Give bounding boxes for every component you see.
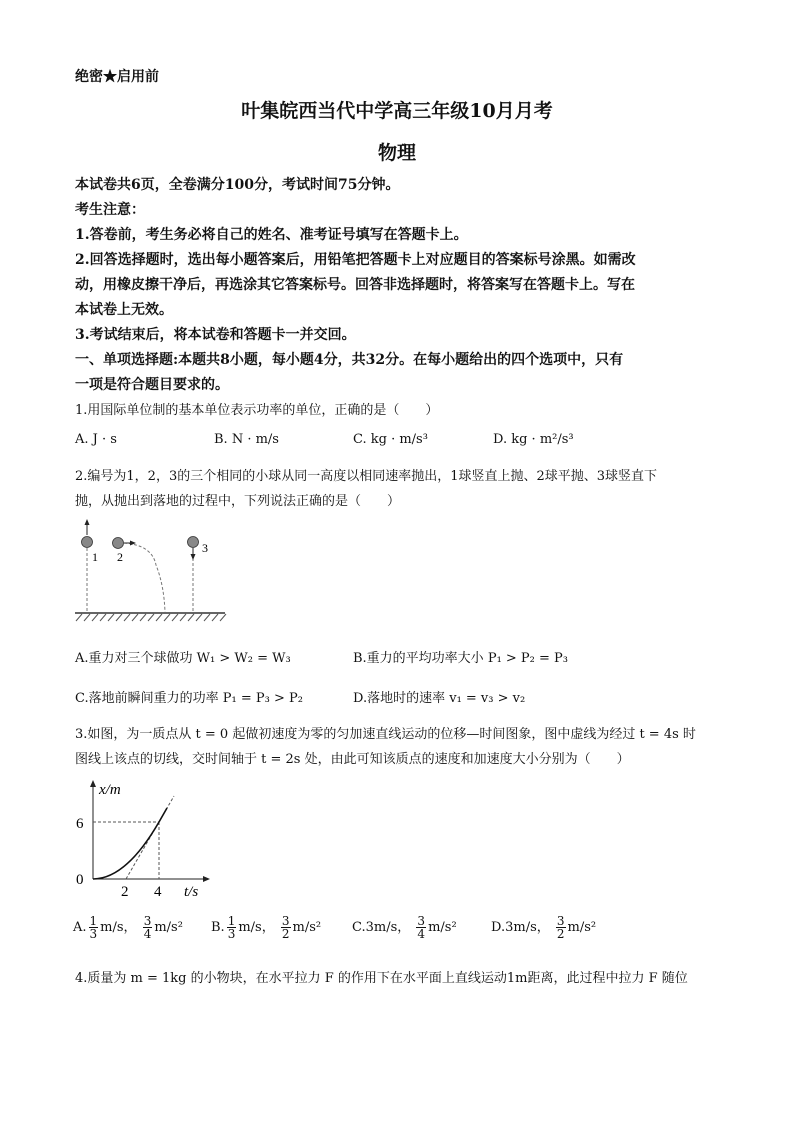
q3-option-d: D.3m/s， $\frac{3}{2}$ m/s² xyxy=(491,914,597,941)
q2-figure-balls xyxy=(70,515,230,625)
q3-option-b: B. $\frac{1}{3}$ m/s， $\frac{3}{2}$ m/s² xyxy=(211,914,322,941)
section1-line2: 一项是符合题目要求的。 xyxy=(75,377,229,393)
notes-line1: 本试卷共6页，全卷满分100分，考试时间75分钟。 xyxy=(75,177,400,193)
notes-line2: 考生注意： xyxy=(75,202,145,218)
q3-stem-line1: 3.如图，为一质点从 t = 0 起做初速度为零的匀加速直线运动的位移—时间图象，图中虚线为经过 t = 4s 时 xyxy=(75,727,696,742)
q3-graph-xtick-4: 4 xyxy=(154,884,162,900)
q2-stem-line2: 抛，从抛出到落地的过程中，下列说法正确的是（ ） xyxy=(75,494,401,509)
note-2b: 动，用橡皮擦干净后，再选涂其它答案标号。回答非选择题时，将答案写在答题卡上。写在 xyxy=(75,277,635,293)
q3-graph-xtick-2: 2 xyxy=(121,884,129,900)
q3-xt-graph xyxy=(72,774,217,902)
subject-title: 物理 xyxy=(377,142,416,164)
q2-figure-label-1: 1 xyxy=(92,550,98,564)
q2-option-c: C.落地前瞬间重力的功率 P₁ = P₃ > P₂ xyxy=(75,691,303,706)
q2-stem-line1: 2.编号为1，2，3的三个相同的小球从同一高度以相同速率抛出，1球竖直上抛、2球平抛、3球竖直下 xyxy=(75,469,658,484)
section1-line1: 一、单项选择题:本题共8小题，每小题4分，共32分。在每小题给出的四个选项中，只有 xyxy=(75,352,624,368)
q1-stem: 1.用国际单位制的基本单位表示功率的单位，正确的是（ ） xyxy=(75,403,439,418)
q3-option-c: C.3m/s， $\frac{3}{4}$ m/s² xyxy=(352,914,457,941)
q2-figure-label-2: 2 xyxy=(117,550,123,564)
q3-graph-ytick-6: 6 xyxy=(76,816,84,832)
q3-graph-xlabel: t/s xyxy=(184,884,199,900)
q3-graph-ylabel: x/m xyxy=(99,782,121,798)
q3-stem-line2: 图线上该点的切线，交时间轴于 t = 2s 处，由此可知该质点的速度和加速度大小分别为（ ） xyxy=(75,752,630,767)
q1-option-d: D. kg · m²/s³ xyxy=(493,432,574,447)
q3-option-a: A. $\frac{1}{3}$ m/s， $\frac{3}{4}$ m/s² xyxy=(73,914,183,941)
q2-option-a: A.重力对三个球做功 W₁ > W₂ = W₃ xyxy=(75,651,291,666)
note-3: 3.考试结束后，将本试卷和答题卡一并交回。 xyxy=(75,327,356,343)
secret-label: 绝密★启用前 xyxy=(75,69,159,85)
note-2a: 2.回答选择题时，选出每小题答案后，用铅笔把答题卡上对应题目的答案标号涂黑。如需改 xyxy=(75,252,636,268)
q1-option-b: B. N · m/s xyxy=(214,432,279,447)
note-2c: 本试卷上无效。 xyxy=(75,302,173,318)
q3-graph-origin: 0 xyxy=(76,872,84,888)
q2-figure-label-3: 3 xyxy=(202,541,208,555)
q2-option-d: D.落地时的速率 v₁ = v₃ > v₂ xyxy=(353,691,526,706)
q1-option-c: C. kg · m/s³ xyxy=(353,432,428,447)
q1-option-a: A. J · s xyxy=(75,432,117,447)
note-1: 1.答卷前，考生务必将自己的姓名、准考证号填写在答题卡上。 xyxy=(75,227,468,243)
q2-option-b: B.重力的平均功率大小 P₁ > P₂ = P₃ xyxy=(353,651,569,666)
q4-stem-line1: 4.质量为 m = 1kg 的小物块，在水平拉力 F 的作用下在水平面上直线运动1m距离，此过程中拉力 F 随位 xyxy=(75,971,688,986)
exam-title: 叶集皖西当代中学高三年级10月月考 xyxy=(241,100,553,122)
